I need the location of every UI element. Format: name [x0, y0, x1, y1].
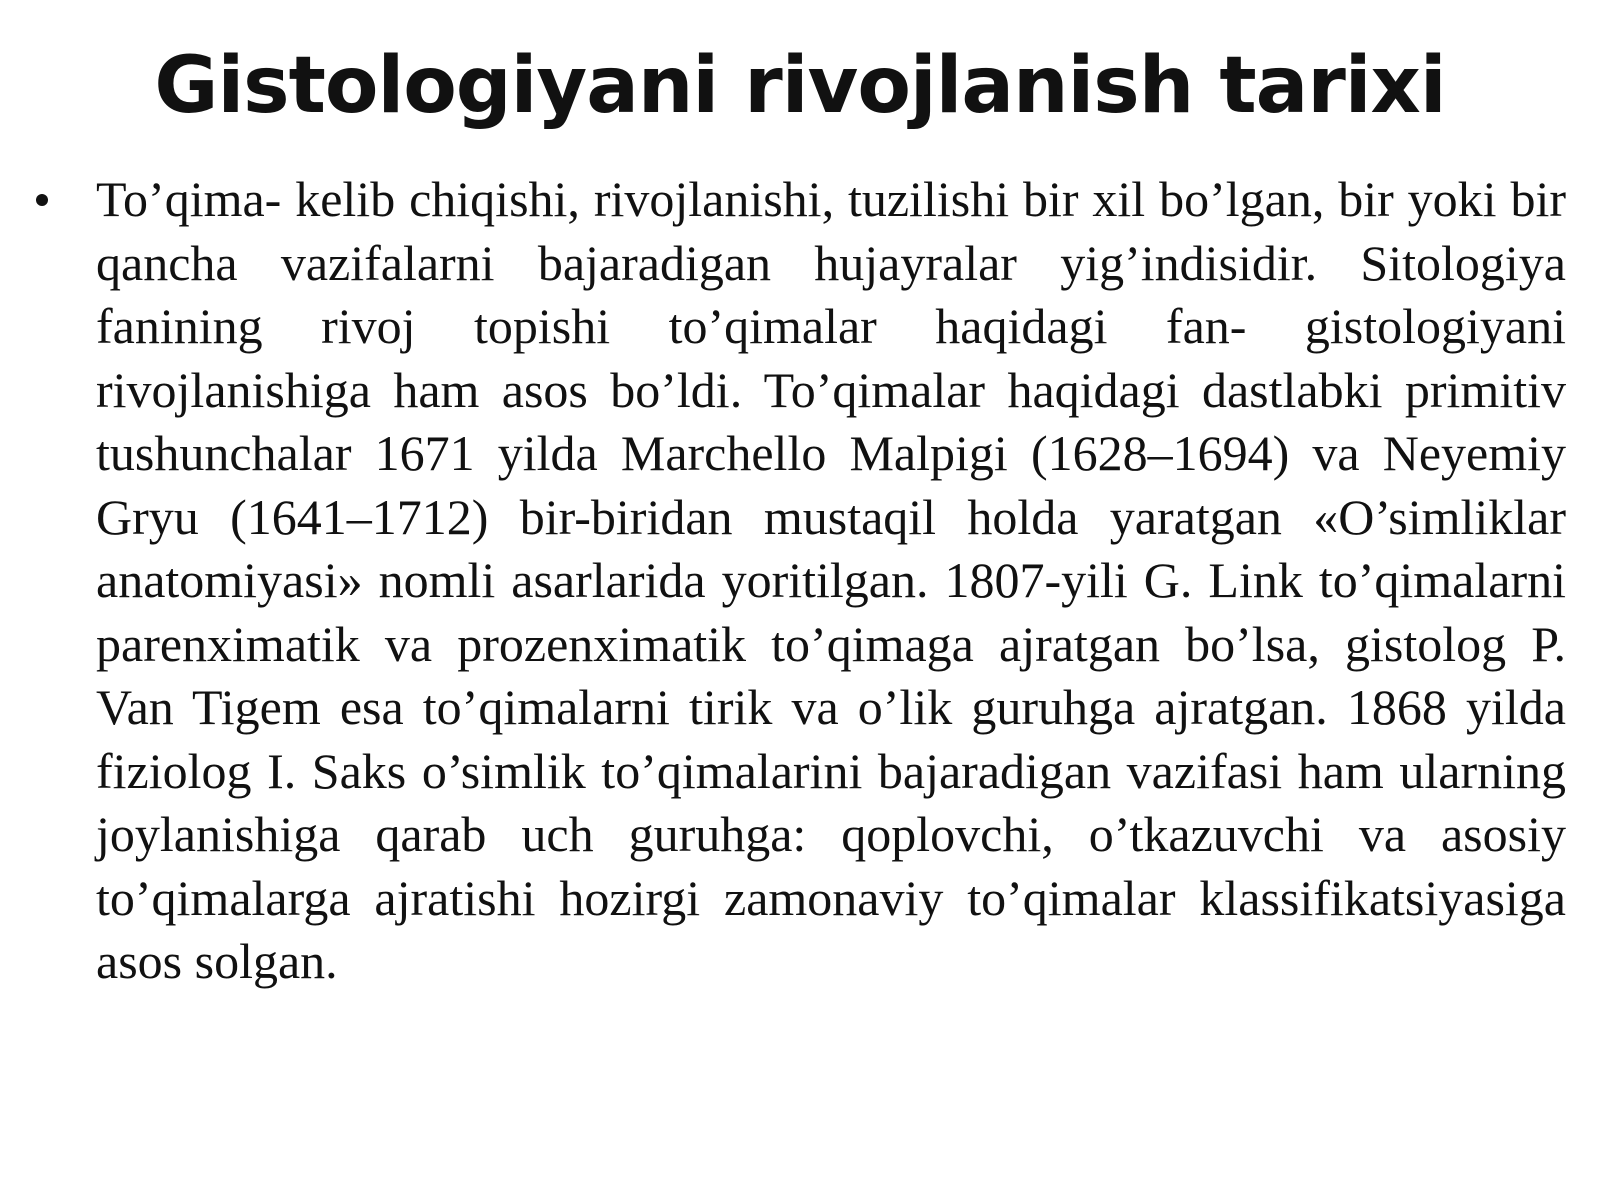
bullet-point-icon — [36, 194, 48, 206]
bullet-list — [36, 168, 1566, 994]
bullet-text: To’qima- kelib chiqishi, rivojlanishi, tuzilishi bir xil bo’lgan, bir yoki bir qancha vazifalarni bajaradigan hujayralar yig’indisidir. Sitologiya fanining rivoj topishi to’qimalar haqidagi fan- gistologiyani rivojlanishiga ham asos bo’ldi. To’qimalar haqidagi dastlabki primitiv tushunchalar 1671 yilda Marchello Malpigi (1628–1694) va Neyemiy Gryu (1641–1712) bir-biridan mustaqil holda yaratgan «O’simliklar anatomiyasi» nomli asarlarida yoritilgan. 1807-yili G. Link to’qimalarni parenximatik va prozenximatik to’qimaga ajratgan bo’lsa, gistolog P. Van Tigem esa to’qimalarni tirik va o’lik guruhga ajratgan. 1868 yilda fiziolog I. Saks o’simlik to’qimalarini bajaradigan vazifasi ham ularning joylanishiga qarab uch guruhga: qoplovchi, o’tkazuvchi va asosiy to’qimalarga ajratishi hozirgi zamonaviy to’qimalar klassifikatsiyasiga asos solgan. — [96, 171, 1566, 989]
slide-title: Gistologiyani rivojlanish tarixi — [154, 41, 1446, 131]
bullet-item — [36, 168, 1566, 994]
